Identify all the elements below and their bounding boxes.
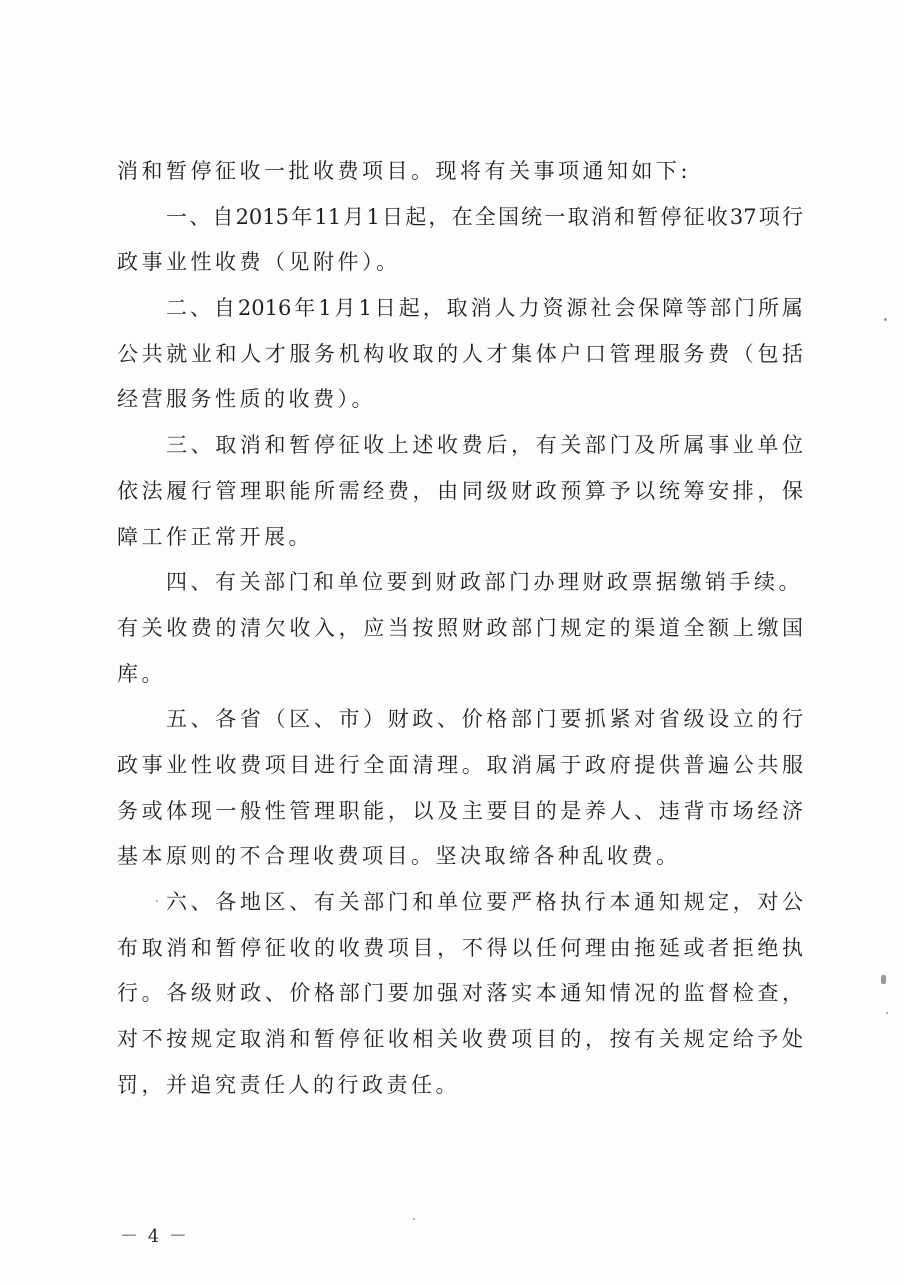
paragraph-continuation [117,149,803,195]
paragraph-item-1 [117,195,803,286]
paragraph-line: 消和暂停征收一批收费项目。现将有关事项通知如下: [117,159,692,183]
paragraph-line: 障工作正常开展。 [117,524,313,549]
scan-speck [881,975,886,984]
document-body [117,149,803,1108]
paragraph-item-6 [117,880,803,1108]
paragraph-line: 库。 [117,661,166,686]
paragraph-line: 务或体现一般性管理职能，以及主要目的是养人、违背市场经济 [117,798,803,823]
paragraph-line: 二、自2016年1月1日起，取消人力资源社会保障等部门所属 [166,296,803,321]
paragraph-line: 五、各省（区、市）财政、价格部门要抓紧对省级设立的行 [166,707,803,732]
paragraph-line: 基本原则的不合理收费项目。坚决取缔各种乱收费。 [117,844,681,869]
paragraph-line: 有关收费的清欠收入，应当按照财政部门规定的渠道全额上缴国 [117,615,803,640]
paragraph-item-3 [117,423,803,560]
paragraph-line: 罚，并追究责任人的行政责任。 [117,1072,460,1097]
paragraph-line: 政事业性收费（见附件）。 [117,250,401,275]
paragraph-line: 四、有关部门和单位要到财政部门办理财政票据缴销手续。 [166,570,803,595]
paragraph-line: 政事业性收费项目进行全面清理。取消属于政府提供普遍公共服 [117,752,803,777]
paragraph-line: 六、各地区、有关部门和单位要严格执行本通知规定，对公 [166,890,803,914]
paragraph-line: 行。各级财政、价格部门要加强对落实本通知情况的监督检查， [117,981,803,1006]
paragraph-line: 依法履行管理职能所需经费，由同级财政预算予以统筹安排，保 [117,478,803,503]
scan-speck [886,1012,888,1014]
scan-speck [413,1218,415,1220]
paragraph-line: 三、取消和暂停征收上述收费后，有关部门及所属事业单位 [166,433,803,458]
paragraph-line: 对不按规定取消和暂停征收相关收费项目的，按有关规定给予处 [117,1027,803,1052]
scan-speck [156,900,158,902]
scan-speck [884,318,887,321]
paragraph-line: 经营服务性质的收费）。 [117,387,376,412]
page-number: － 4 － [120,1226,189,1247]
paragraph-line: 公共就业和人才服务机构收取的人才集体户口管理服务费（包括 [117,341,803,366]
paragraph-item-4 [117,560,803,697]
paragraph-item-5 [117,697,803,880]
paragraph-line: 一、自2015年11月1日起，在全国统一取消和暂停征收37项行 [166,204,803,229]
paragraph-line: 布取消和暂停征收的收费项目，不得以任何理由拖延或者拒绝执 [117,935,803,960]
paragraph-item-2 [117,286,803,423]
